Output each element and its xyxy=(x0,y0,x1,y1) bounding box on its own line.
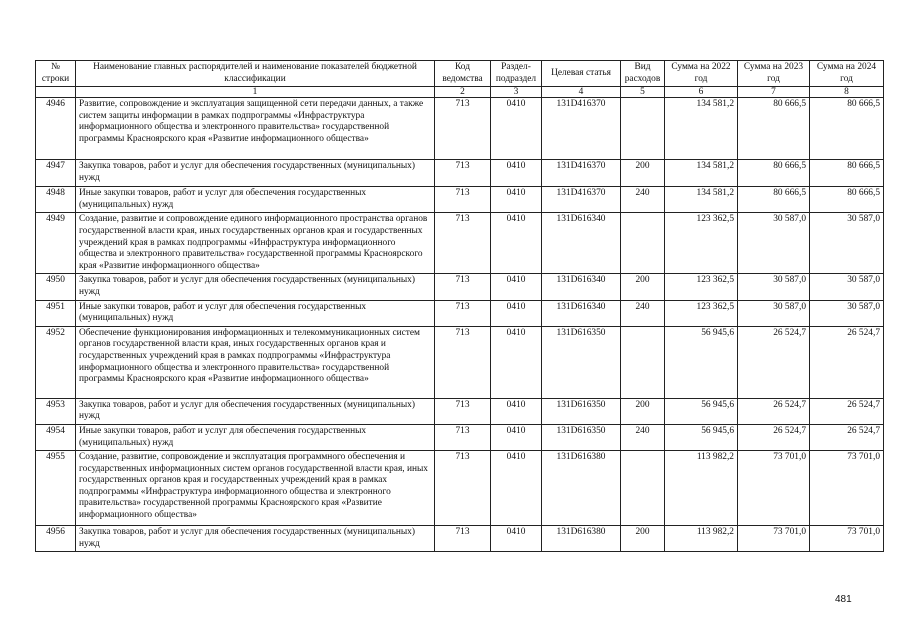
sum-2023: 26 524,7 xyxy=(738,398,810,424)
expense-type: 200 xyxy=(621,398,665,424)
row-name: Иные закупки товаров, работ и услуг для обеспечения государственных (муниципальных) нужд xyxy=(76,424,435,450)
row-name: Развитие, сопровождение и эксплуатация защищенной сети передачи данных, а также систем защиты информации в рамках подпрограммы «Инфраструктура информационного общества и электронного правительства» государственной программы Красноярского края «Развитие информационного общества» xyxy=(76,98,435,160)
section-code: 0410 xyxy=(491,98,542,160)
row-number: 4951 xyxy=(36,300,76,326)
section-code: 0410 xyxy=(491,424,542,450)
expense-type: 200 xyxy=(621,526,665,552)
sum-2023: 80 666,5 xyxy=(738,160,810,187)
expense-type xyxy=(621,451,665,526)
row-name: Обеспечение функционирования информационных и телекоммуникационных систем органов государственной власти края, иных государственных органов края и государственных учреждений края в рамках подпрограммы «Инфраструктура информационного общества и электронного правительства» государственной программы Красноярского края «Развитие информационного общества» xyxy=(76,326,435,398)
sum-2022: 113 982,2 xyxy=(665,526,738,552)
sum-2022: 56 945,6 xyxy=(665,398,738,424)
row-name: Закупка товаров, работ и услуг для обеспечения государственных (муниципальных) нужд xyxy=(76,398,435,424)
sum-2024: 26 524,7 xyxy=(810,424,884,450)
section-code: 0410 xyxy=(491,300,542,326)
row-number: 4953 xyxy=(36,398,76,424)
row-number: 4956 xyxy=(36,526,76,552)
table-body xyxy=(36,98,884,552)
column-number: 3 xyxy=(491,87,542,98)
target-item: 131D616380 xyxy=(542,526,621,552)
budget-table xyxy=(35,60,884,552)
sum-2023: 30 587,0 xyxy=(738,213,810,274)
target-item: 131D416370 xyxy=(542,187,621,213)
table-row xyxy=(36,274,884,300)
table-row xyxy=(36,213,884,274)
header-sum-2023: Сумма на 2023 год xyxy=(738,61,810,87)
column-number: 4 xyxy=(542,87,621,98)
sum-2024: 73 701,0 xyxy=(810,451,884,526)
sum-2022: 56 945,6 xyxy=(665,326,738,398)
page-number: 481 xyxy=(835,594,852,605)
expense-type: 240 xyxy=(621,187,665,213)
column-number: 2 xyxy=(435,87,491,98)
ved-code: 713 xyxy=(435,451,491,526)
sum-2023: 26 524,7 xyxy=(738,424,810,450)
sum-2023: 80 666,5 xyxy=(738,98,810,160)
expense-type: 200 xyxy=(621,274,665,300)
row-name: Иные закупки товаров, работ и услуг для обеспечения государственных (муниципальных) нужд xyxy=(76,300,435,326)
target-item: 131D416370 xyxy=(542,160,621,187)
sum-2022: 134 581,2 xyxy=(665,187,738,213)
table-row xyxy=(36,300,884,326)
sum-2024: 30 587,0 xyxy=(810,300,884,326)
header-sum-2022: Сумма на 2022 год xyxy=(665,61,738,87)
table-row xyxy=(36,187,884,213)
table-row xyxy=(36,160,884,187)
section-code: 0410 xyxy=(491,213,542,274)
sum-2022: 123 362,5 xyxy=(665,300,738,326)
target-item: 131D416370 xyxy=(542,98,621,160)
sum-2022: 113 982,2 xyxy=(665,451,738,526)
sum-2022: 123 362,5 xyxy=(665,274,738,300)
row-number: 4949 xyxy=(36,213,76,274)
ved-code: 713 xyxy=(435,326,491,398)
ved-code: 713 xyxy=(435,98,491,160)
header-section: Раздел-подраздел xyxy=(491,61,542,87)
row-name: Закупка товаров, работ и услуг для обеспечения государственных (муниципальных) нужд xyxy=(76,526,435,552)
table-row xyxy=(36,98,884,160)
target-item: 131D616340 xyxy=(542,274,621,300)
target-item: 131D616340 xyxy=(542,300,621,326)
expense-type xyxy=(621,98,665,160)
sum-2023: 26 524,7 xyxy=(738,326,810,398)
row-name: Закупка товаров, работ и услуг для обеспечения государственных (муниципальных) нужд xyxy=(76,274,435,300)
row-number: 4946 xyxy=(36,98,76,160)
row-name: Закупка товаров, работ и услуг для обеспечения государственных (муниципальных) нужд xyxy=(76,160,435,187)
section-code: 0410 xyxy=(491,451,542,526)
sum-2024: 80 666,5 xyxy=(810,98,884,160)
table-row xyxy=(36,398,884,424)
target-item: 131D616340 xyxy=(542,213,621,274)
ved-code: 713 xyxy=(435,187,491,213)
row-number: 4950 xyxy=(36,274,76,300)
sum-2022: 56 945,6 xyxy=(665,424,738,450)
header-expense-type: Вид расходов xyxy=(621,61,665,87)
ved-code: 713 xyxy=(435,274,491,300)
column-number: 5 xyxy=(621,87,665,98)
table-row xyxy=(36,326,884,398)
section-code: 0410 xyxy=(491,326,542,398)
sum-2024: 80 666,5 xyxy=(810,187,884,213)
row-name: Создание, развитие и сопровождение единого информационного пространства органов государственной власти края, иных государственных органов края и государственных учреждений края в рамках подпрограммы «Инфраструктура информационного общества и электронного правительства» государственной программы Красноярского края «Развитие информационного общества» xyxy=(76,213,435,274)
ved-code: 713 xyxy=(435,526,491,552)
sum-2024: 30 587,0 xyxy=(810,213,884,274)
sum-2023: 73 701,0 xyxy=(738,526,810,552)
section-code: 0410 xyxy=(491,398,542,424)
target-item: 131D616350 xyxy=(542,424,621,450)
row-number: 4952 xyxy=(36,326,76,398)
document-page xyxy=(35,60,883,552)
sum-2022: 134 581,2 xyxy=(665,98,738,160)
sum-2024: 26 524,7 xyxy=(810,398,884,424)
row-name: Иные закупки товаров, работ и услуг для обеспечения государственных (муниципальных) нужд xyxy=(76,187,435,213)
target-item: 131D616350 xyxy=(542,398,621,424)
expense-type xyxy=(621,326,665,398)
ved-code: 713 xyxy=(435,398,491,424)
section-code: 0410 xyxy=(491,274,542,300)
row-name: Создание, развитие, сопровождение и эксплуатация программного обеспечения и государственных информационных систем органов государственной власти края, иных государственных органов края и государственных учреждений края в рамках подпрограммы «Инфраструктура информационного общества и электронного правительства» государственной программы Красноярского края «Развитие информационного общества» xyxy=(76,451,435,526)
row-number: 4954 xyxy=(36,424,76,450)
expense-type: 240 xyxy=(621,424,665,450)
sum-2022: 123 362,5 xyxy=(665,213,738,274)
table-row xyxy=(36,451,884,526)
sum-2023: 30 587,0 xyxy=(738,274,810,300)
sum-2023: 73 701,0 xyxy=(738,451,810,526)
target-item: 131D616350 xyxy=(542,326,621,398)
sum-2024: 80 666,5 xyxy=(810,160,884,187)
ved-code: 713 xyxy=(435,160,491,187)
column-number: 6 xyxy=(665,87,738,98)
column-number: 1 xyxy=(76,87,435,98)
column-number: 7 xyxy=(738,87,810,98)
sum-2023: 30 587,0 xyxy=(738,300,810,326)
sum-2024: 26 524,7 xyxy=(810,326,884,398)
ved-code: 713 xyxy=(435,300,491,326)
table-row xyxy=(36,424,884,450)
row-number: 4947 xyxy=(36,160,76,187)
expense-type: 200 xyxy=(621,160,665,187)
header-ved-code: Код ведомства xyxy=(435,61,491,87)
row-number: 4955 xyxy=(36,451,76,526)
header-target-item: Целевая статья xyxy=(542,61,621,87)
ved-code: 713 xyxy=(435,213,491,274)
sum-2022: 134 581,2 xyxy=(665,160,738,187)
column-number xyxy=(36,87,76,98)
header-sum-2024: Сумма на 2024 год xyxy=(810,61,884,87)
sum-2023: 80 666,5 xyxy=(738,187,810,213)
expense-type xyxy=(621,213,665,274)
expense-type: 240 xyxy=(621,300,665,326)
sum-2024: 73 701,0 xyxy=(810,526,884,552)
section-code: 0410 xyxy=(491,160,542,187)
header-name: Наименование главных распорядителей и наименование показателей бюджетной классификации xyxy=(76,61,435,87)
sum-2024: 30 587,0 xyxy=(810,274,884,300)
table-row xyxy=(36,526,884,552)
target-item: 131D616380 xyxy=(542,451,621,526)
section-code: 0410 xyxy=(491,187,542,213)
column-number: 8 xyxy=(810,87,884,98)
ved-code: 713 xyxy=(435,424,491,450)
header-row-number: № строки xyxy=(36,61,76,87)
row-number: 4948 xyxy=(36,187,76,213)
section-code: 0410 xyxy=(491,526,542,552)
